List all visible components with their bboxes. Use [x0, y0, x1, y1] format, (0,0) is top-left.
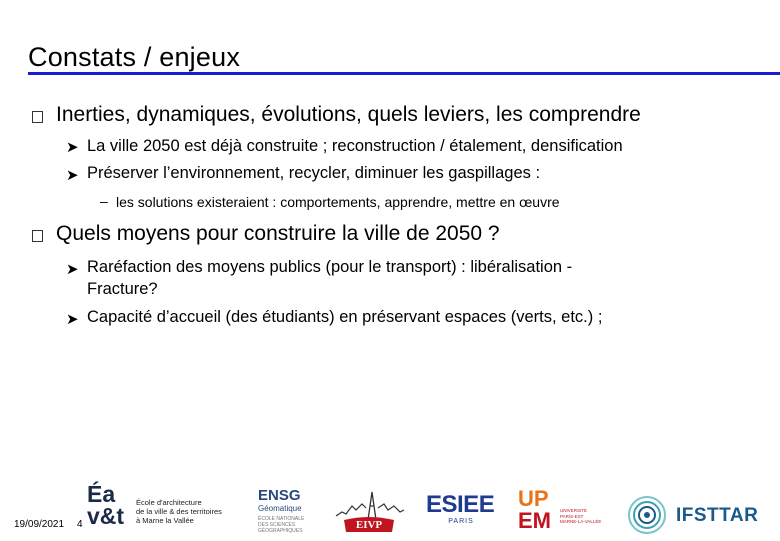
eavt-logo: [87, 481, 127, 532]
footer-page-number: 4: [77, 519, 83, 530]
section-heading: Quels moyens pour construire la ville de 2050 ?: [56, 222, 500, 245]
ifsttar-name: IFSTTAR: [676, 505, 759, 526]
slide-title: Constats / enjeux: [28, 42, 241, 72]
ifsttar-emblem-icon: [626, 494, 670, 536]
upem-small-line: MARNE-LA-VALLÉE: [560, 519, 602, 524]
square-bullet-icon: [32, 111, 43, 123]
list-item: Capacité d’accueil (des étudiants) en préservant espaces (verts, etc.) ;: [87, 308, 603, 326]
section-heading: Inerties, dynamiques, évolutions, quels leviers, les comprendre: [56, 103, 641, 126]
eavt-text-line: de la ville & des territoires: [136, 507, 222, 516]
eivp-name: EIVP: [355, 519, 383, 531]
ensg-small-line: ÉCOLE NATIONALE: [258, 516, 305, 522]
arrow-bullet-icon: ➤: [66, 167, 79, 184]
upem-small-line: UNIVERSITÉ: [560, 508, 588, 513]
ensg-small-line: DES SCIENCES: [258, 522, 296, 528]
square-bullet-icon: [32, 230, 43, 242]
upem-mark-bottom: EM: [518, 508, 551, 533]
eavt-text-line: École d'architecture: [136, 498, 202, 507]
arrow-bullet-icon: ➤: [66, 139, 79, 156]
upem-small-text: [560, 508, 601, 525]
esiee-logo: [426, 492, 496, 534]
arrow-bullet-icon: ➤: [66, 261, 79, 278]
list-item: Raréfaction des moyens publics (pour le transport) : libéralisation -: [87, 258, 573, 276]
list-item: Préserver l’environnement, recycler, diminuer les gaspillages :: [87, 164, 541, 182]
upem-logo: [518, 488, 608, 536]
ensg-name: ENSG: [258, 487, 301, 504]
ensg-small-line: GÉOGRAPHIQUES: [258, 528, 303, 534]
eavt-logo-text: [136, 498, 222, 525]
ensg-sub: Géomatique: [258, 504, 302, 513]
upem-small-line: PARIS-EST: [560, 513, 584, 519]
esiee-name: ESIEE: [426, 491, 495, 518]
eivp-logo: [332, 486, 406, 534]
dash-bullet-icon: –: [100, 193, 108, 209]
sub-list-item: les solutions existeraient : comportements, apprendre, mettre en œuvre: [116, 194, 560, 210]
upem-mark-top: UP: [518, 486, 549, 511]
esiee-sub: PARIS: [448, 518, 474, 525]
ensg-logo: [258, 488, 314, 536]
list-item: La ville 2050 est déjà construite ; reconstruction / étalement, densification: [87, 137, 623, 155]
eavt-mark-bottom: v&t: [87, 503, 125, 529]
eavt-text-line: à Marne la Vallée: [136, 516, 194, 525]
arrow-bullet-icon: ➤: [66, 311, 79, 328]
footer-date: 19/09/2021: [14, 519, 65, 530]
list-item-continuation: Fracture?: [87, 280, 158, 298]
eavt-mark-top: Éa: [87, 481, 116, 507]
title-underline: [28, 72, 780, 75]
